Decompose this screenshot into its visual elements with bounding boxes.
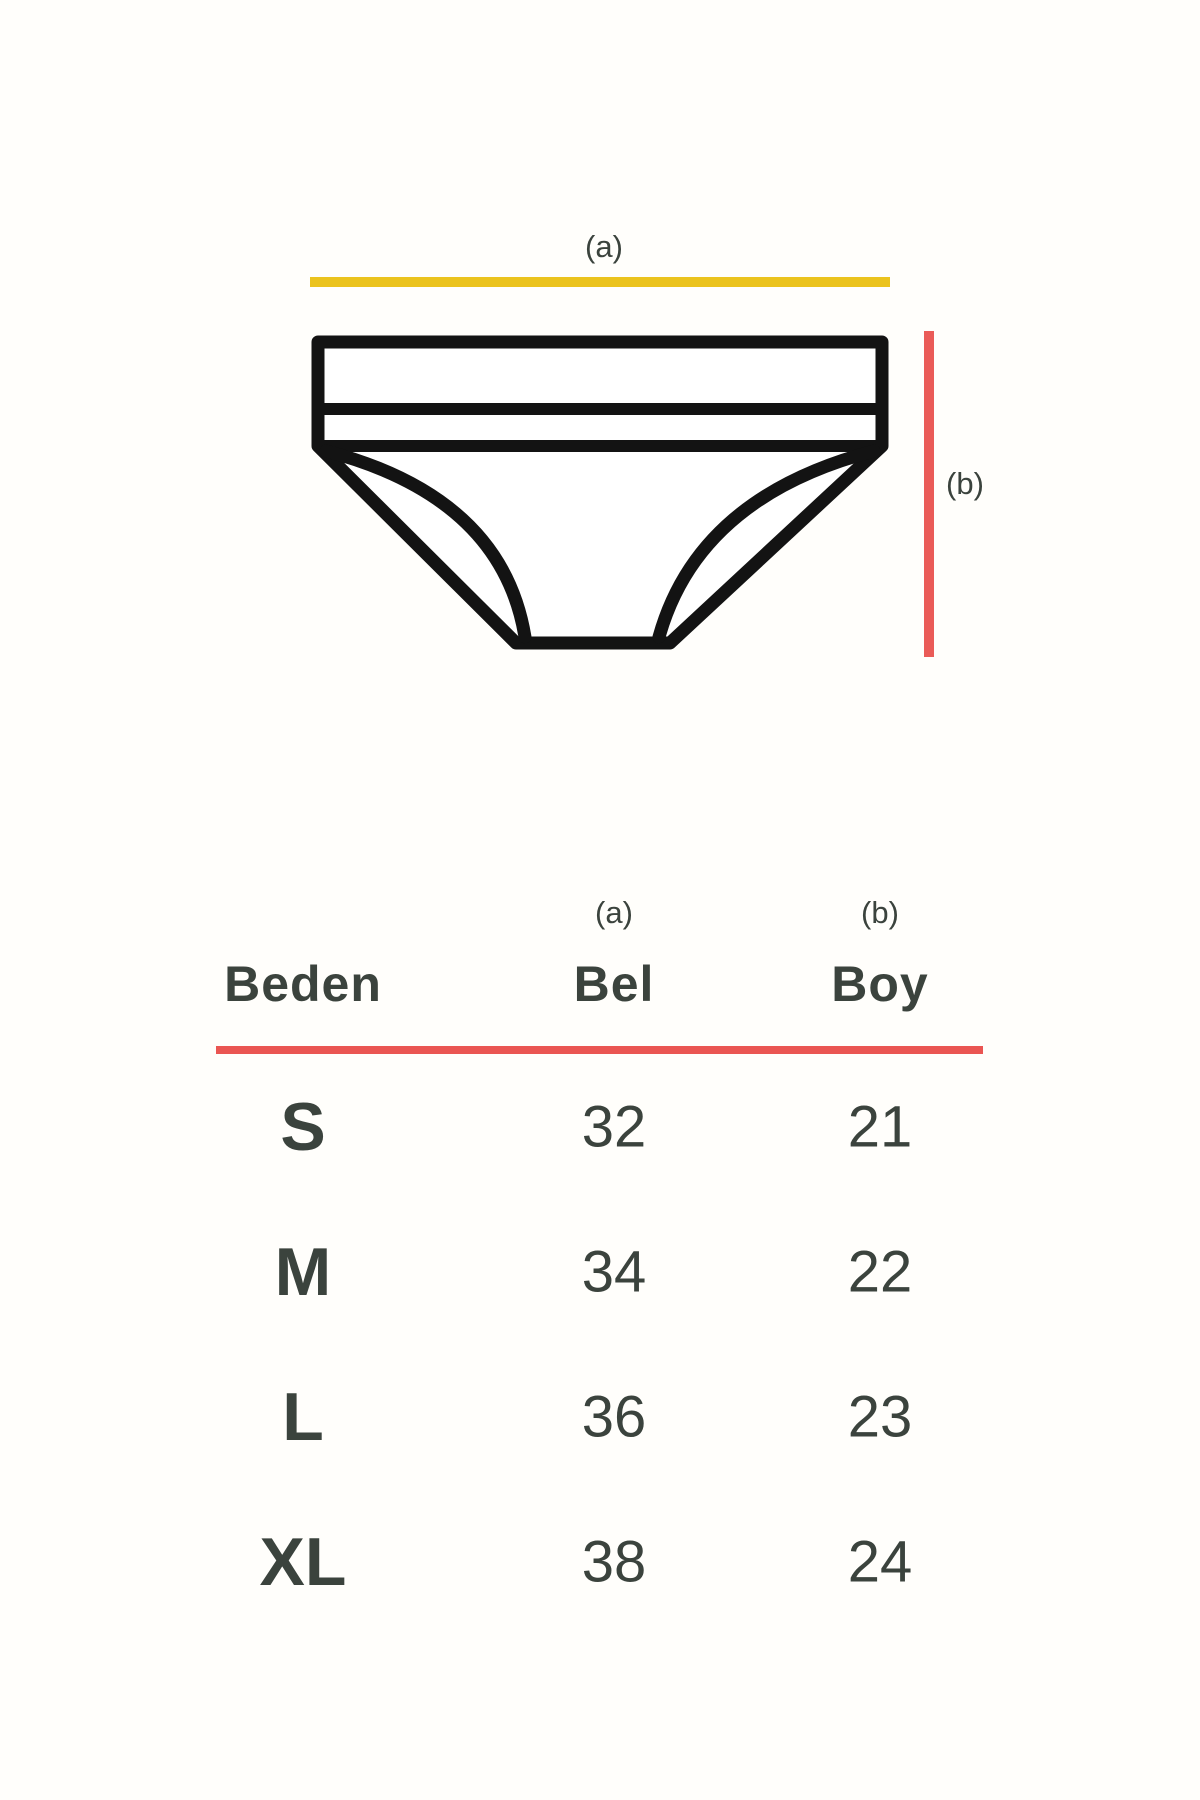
height-cell: 24 bbox=[847, 1529, 913, 1595]
column-header-size: Beden bbox=[224, 956, 382, 1012]
height-cell: 23 bbox=[847, 1384, 913, 1450]
waist-cell: 36 bbox=[581, 1384, 647, 1450]
size-cell: L bbox=[282, 1379, 324, 1455]
size-cell: S bbox=[280, 1089, 326, 1165]
column-header-height: Boy bbox=[831, 956, 929, 1012]
column-header-waist: Bel bbox=[573, 956, 655, 1012]
waist-cell: 34 bbox=[581, 1239, 647, 1305]
header-underline bbox=[216, 1046, 983, 1054]
waist-measure-line bbox=[310, 277, 890, 287]
diagram-label-b: (b) bbox=[946, 466, 984, 501]
table-subheader-b: (b) bbox=[861, 895, 899, 930]
size-cell: XL bbox=[259, 1524, 347, 1600]
waist-cell: 38 bbox=[581, 1529, 647, 1595]
briefs-outline-drawing bbox=[300, 325, 900, 665]
height-cell: 22 bbox=[847, 1239, 913, 1305]
size-cell: M bbox=[274, 1234, 332, 1310]
diagram-label-a: (a) bbox=[585, 229, 623, 264]
height-measure-line bbox=[924, 331, 934, 657]
table-subheader-a: (a) bbox=[595, 895, 633, 930]
waist-cell: 32 bbox=[581, 1094, 647, 1160]
height-cell: 21 bbox=[847, 1094, 913, 1160]
briefs-silhouette bbox=[318, 342, 882, 643]
